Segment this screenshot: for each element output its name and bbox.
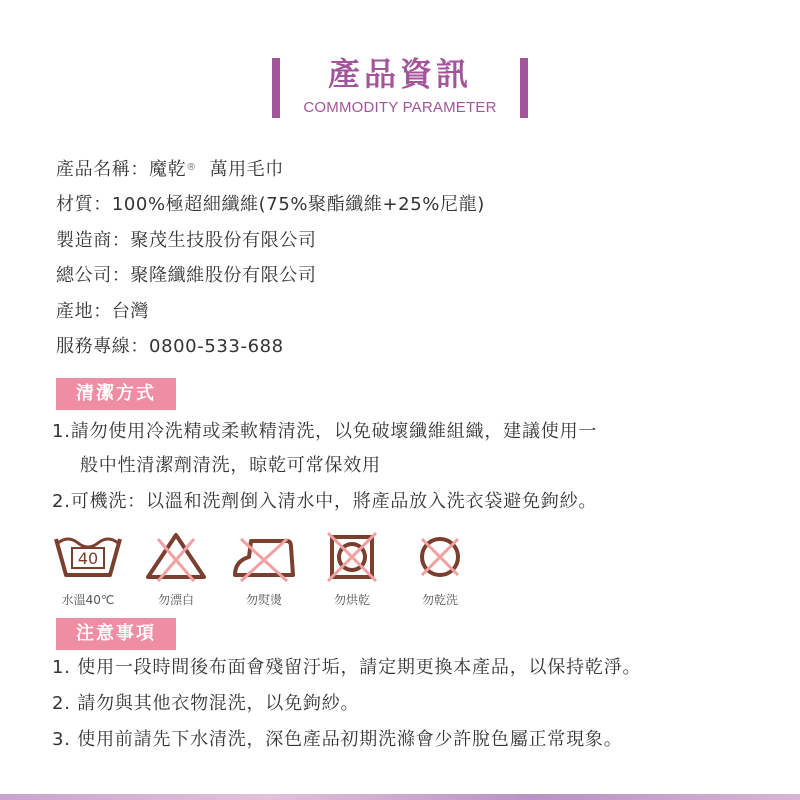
title-right-bar <box>520 58 528 118</box>
icon-label: 勿漂白 <box>157 593 194 607</box>
param-origin: 產地：台灣 <box>56 300 150 322</box>
param-manufacturer: 製造商：聚茂生技股份有限公司 <box>56 229 317 251</box>
wash-40-item <box>48 531 128 608</box>
no-bleach-item <box>136 531 216 608</box>
param-label: 產品名稱 <box>56 159 131 180</box>
note-line: 2. 請勿與其他衣物混洗，以免鉤紗。 <box>52 693 360 714</box>
param-value: 聚茂生技股份有限公司 <box>130 229 317 251</box>
notes-list <box>52 650 641 758</box>
no-tumble-dry-item <box>312 531 392 608</box>
param-material: 材質：100%極超細纖維(75%聚酯纖維+25%尼龍) <box>56 194 485 216</box>
icon-label: 勿烘乾 <box>333 593 370 607</box>
product-parameters <box>56 152 485 364</box>
no-dry-clean-item <box>400 531 480 608</box>
icon-label: 水溫40℃ <box>61 593 115 607</box>
care-icons <box>52 531 472 611</box>
bottom-decoration <box>0 794 800 800</box>
no-bleach-icon <box>144 531 208 583</box>
param-headquarters: 總公司：聚隆纖維股份有限公司 <box>56 265 317 287</box>
wash-temperature: 40 <box>77 549 99 568</box>
title-english: COMMODITY PARAMETER <box>303 99 497 116</box>
no-iron-item <box>224 531 304 608</box>
param-value: 魔乾 <box>149 159 187 180</box>
no-iron-icon <box>229 531 299 583</box>
note-line: 1. 使用一段時間後布面會殘留汙垢，請定期更換本產品，以保持乾淨。 <box>52 657 642 678</box>
param-value: 台灣 <box>111 300 150 322</box>
section-title <box>272 52 528 118</box>
icon-label: 勿熨燙 <box>245 593 282 607</box>
param-label: 產地 <box>56 300 94 322</box>
param-product-name: 產品名稱：魔乾® 萬用毛巾 <box>56 159 284 180</box>
param-label: 總公司 <box>56 265 112 287</box>
cleaning-header: 清潔方式 <box>56 378 176 410</box>
cleaning-line: 1.請勿使用冷洗精或柔軟精清洗，以免破壞纖維組織，建議使用一 <box>52 421 598 442</box>
param-value: 0800-533-688 <box>149 335 284 357</box>
param-value-2: 萬用毛巾 <box>209 159 284 180</box>
cleaning-instructions <box>52 413 597 523</box>
cleaning-line: 2.可機洗：以溫和洗劑倒入清水中，將產品放入洗衣袋避免鉤紗。 <box>52 491 598 512</box>
notes-header: 注意事項 <box>56 618 176 650</box>
cleaning-line: 般中性清潔劑清洗，晾乾可常保效用 <box>80 455 381 476</box>
param-label: 材質 <box>56 194 94 216</box>
no-dry-clean-icon <box>412 531 468 583</box>
param-value: 100%極超細纖維(75%聚酯纖維+25%尼龍) <box>111 194 485 216</box>
note-line: 3. 使用前請先下水清洗，深色產品初期洗滌會少許脫色屬正常現象。 <box>52 729 623 750</box>
param-label: 服務專線 <box>56 335 131 357</box>
registered-mark: ® <box>186 162 197 173</box>
icon-label: 勿乾洗 <box>421 593 458 607</box>
no-tumble-dry-icon <box>324 531 380 583</box>
param-label: 製造商 <box>56 229 112 251</box>
param-hotline: 服務專線：0800-533-688 <box>56 335 284 357</box>
wash-40-icon <box>52 531 124 583</box>
title-chinese: 產品資訊 <box>327 55 472 93</box>
param-value: 聚隆纖維股份有限公司 <box>130 265 317 287</box>
